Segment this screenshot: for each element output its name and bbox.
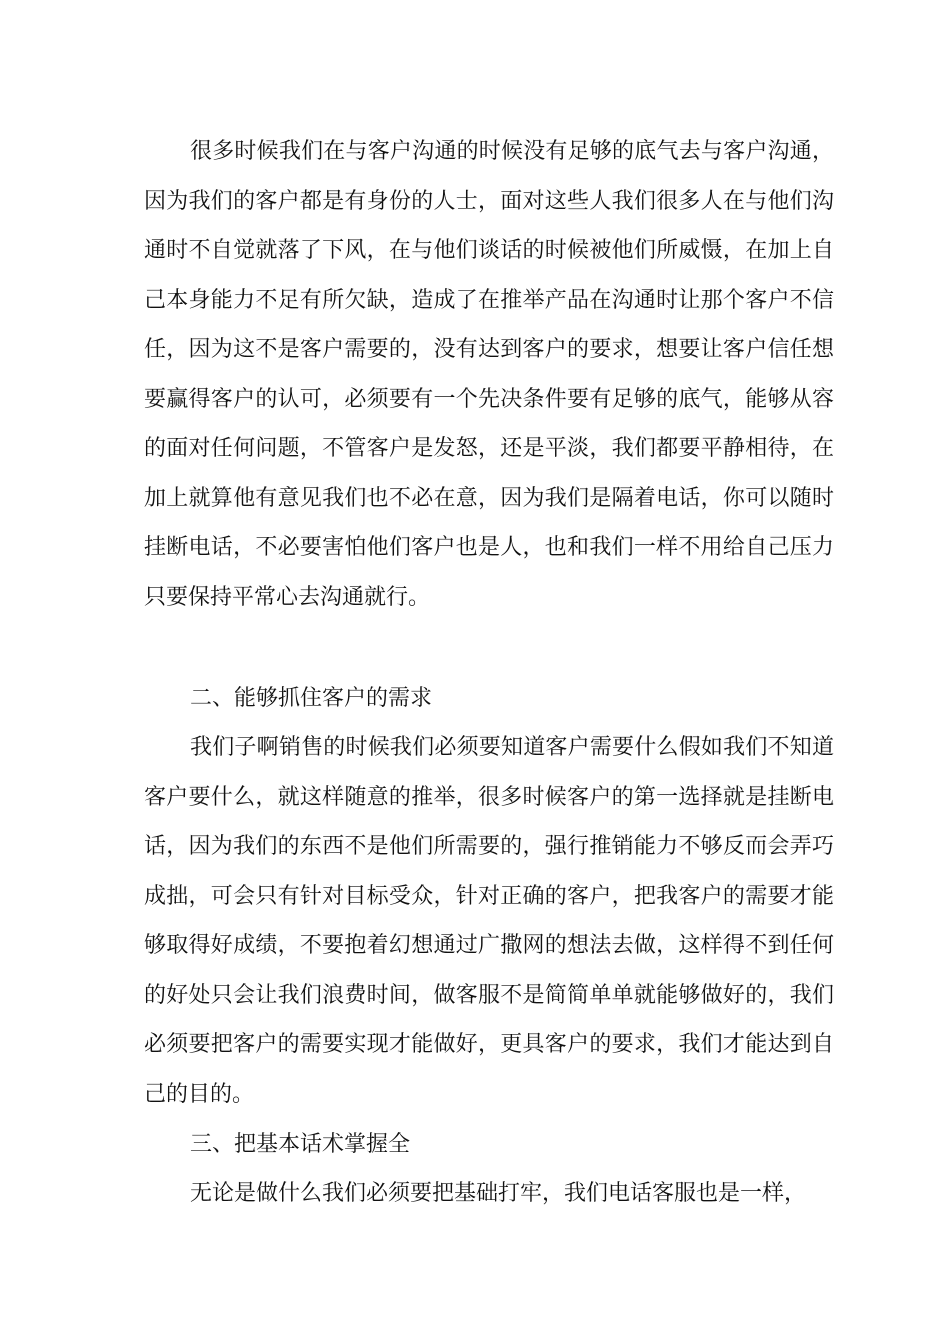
body-paragraph	[144, 723, 834, 1119]
paragraph-text: 无论是做什么我们必须要把基础打牢，我们电话客服也是一样，	[190, 1181, 807, 1206]
body-paragraph	[144, 1169, 834, 1219]
section-heading	[144, 674, 834, 724]
section-heading-text: 三、把基本话术掌握全	[190, 1132, 411, 1157]
section-heading-text: 二、能够抓住客户的需求	[190, 686, 433, 711]
paragraph-text: 很多时候我们在与客户沟通的时候没有足够的底气去与客户沟通，因为我们的客户都是有身份的人士，面对这些人我们很多人在与他们沟通时不自觉就落了下风，在与他们谈话的时候被他们所威慑，在加上自己本身能力不足有所欠缺，造成了在推举产品在沟通时让那个客户不信任，因为这不是客户需要的，没有达到客户的要求，想要让客户信任想要赢得客户的认可，必须要有一个先决条件要有足够的底气，能够从容的面对任何问题，不管客户是发怒，还是平淡，我们都要平静相待，在加上就算他有意见我们也不必在意，因为我们是隔着电话，你可以随时挂断电话，不必要害怕他们客户也是人，也和我们一样不用给自己压力只要保持平常心去沟通就行。	[144, 139, 834, 610]
paragraph-text: 我们子啊销售的时候我们必须要知道客户需要什么假如我们不知道客户要什么，就这样随意的推举，很多时候客户的第一选择就是挂断电话，因为我们的东西不是他们所需要的，强行推销能力不够反而会弄巧成拙，可会只有针对目标受众，针对正确的客户，把我客户的需要才能够取得好成绩，不要抱着幻想通过广撒网的想法去做，这样得不到任何的好处只会让我们浪费时间，做客服不是简简单单就能够做好的，我们必须要把客户的需要实现才能做好，更具客户的要求，我们才能达到自己的目的。	[144, 735, 834, 1107]
section-heading	[144, 1120, 834, 1170]
body-paragraph	[144, 127, 834, 622]
